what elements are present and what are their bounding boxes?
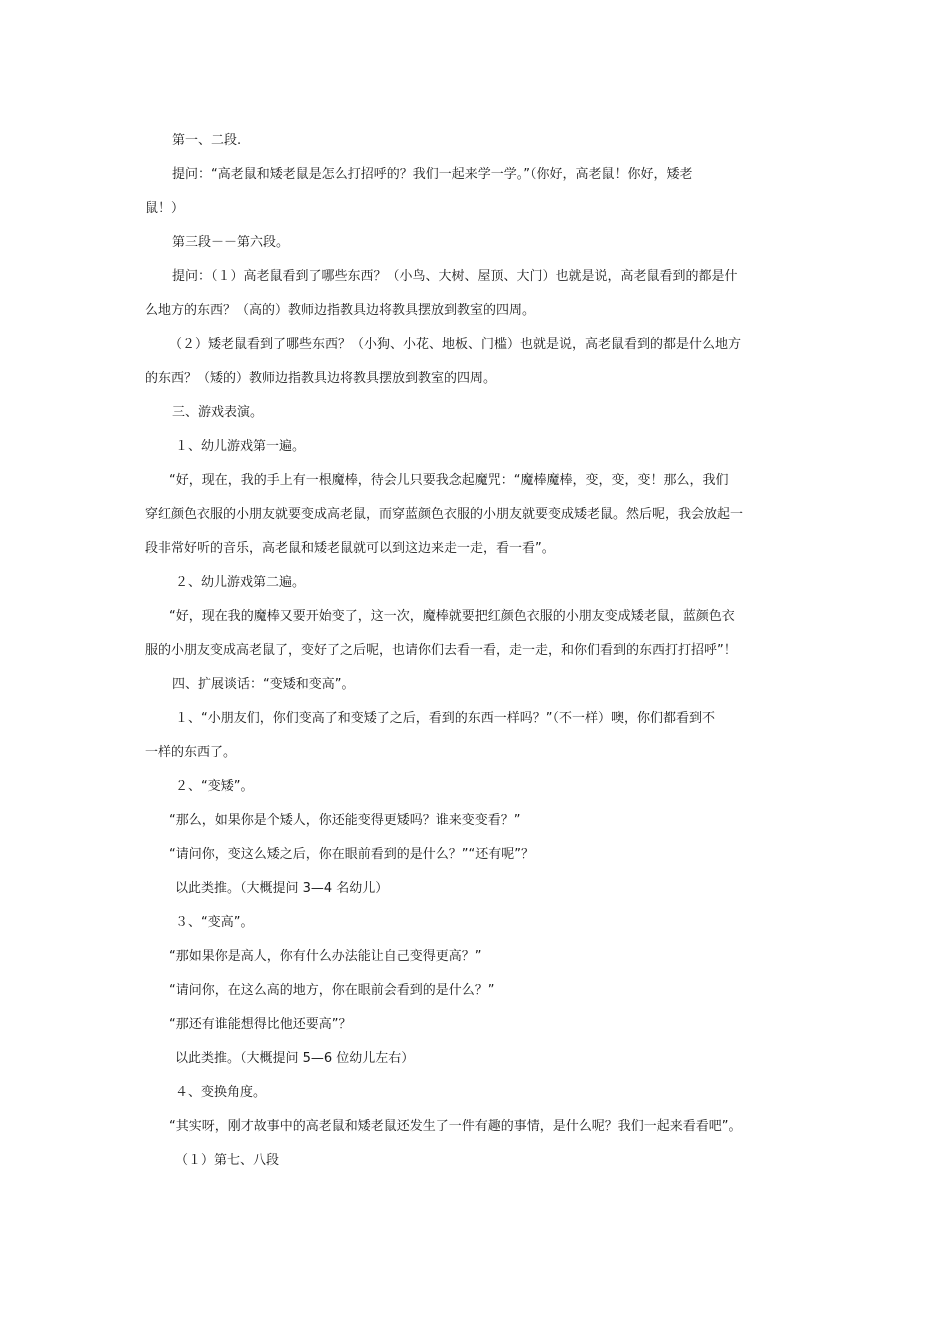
text-line: “那么，如果你是个矮人，你还能变得更矮吗？谁来变变看？” bbox=[169, 813, 521, 828]
text-line: “请问你，在这么高的地方，你在眼前会看到的是什么？” bbox=[169, 983, 495, 998]
text-line: 第三段－－第六段。 bbox=[172, 235, 290, 250]
text-line: ３、“变高”。 bbox=[175, 915, 254, 930]
text-line: 三、游戏表演。 bbox=[172, 405, 264, 420]
text-line: ２、“变矮”。 bbox=[175, 779, 254, 794]
text-line: “请问你，变这么矮之后，你在眼前看到的是什么？”“还有呢”？ bbox=[169, 847, 534, 862]
text-line: 鼠！） bbox=[145, 201, 185, 216]
text-line: ４、变换角度。 bbox=[175, 1085, 267, 1100]
text-line: ２、幼儿游戏第二遍。 bbox=[175, 575, 306, 590]
text-line: 一样的东西了。 bbox=[145, 745, 237, 760]
text-line: 以此类推。（大概提问 3—4 名幼儿） bbox=[175, 881, 389, 896]
text-line: 服的小朋友变成高老鼠了，变好了之后呢，也请你们去看一看，走一走，和你们看到的东西打打招呼”！ bbox=[145, 643, 737, 658]
text-line: 段非常好听的音乐，高老鼠和矮老鼠就可以到这边来走一走，看一看”。 bbox=[145, 541, 555, 556]
text-line: １、“小朋友们，你们变高了和变矮了之后，看到的东西一样吗？”（不一样）噢，你们都看到不 bbox=[175, 711, 715, 726]
text-line: “其实呀，刚才故事中的高老鼠和矮老鼠还发生了一件有趣的事情，是什么呢？我们一起来看看吧”。 bbox=[169, 1119, 742, 1134]
text-line: 的东西？（矮的）教师边指教具边将教具摆放到教室的四周。 bbox=[145, 371, 497, 386]
text-line: （２）矮老鼠看到了哪些东西？（小狗、小花、地板、门槛）也就是说，高老鼠看到的都是什么地方 bbox=[169, 337, 742, 352]
text-line: （１）第七、八段 bbox=[175, 1153, 280, 1168]
text-line: 提问：“高老鼠和矮老鼠是怎么打招呼的？我们一起来学一学。”（你好，高老鼠！你好，矮老 bbox=[172, 167, 693, 182]
text-line: １、幼儿游戏第一遍。 bbox=[175, 439, 306, 454]
text-line: “那如果你是高人，你有什么办法能让自己变得更高？” bbox=[169, 949, 482, 964]
text-line: 穿红颜色衣服的小朋友就要变成高老鼠，而穿蓝颜色衣服的小朋友就要变成矮老鼠。然后呢，我会放起一 bbox=[145, 507, 744, 522]
text-line: 第一、二段. bbox=[172, 133, 242, 148]
text-line: “那还有谁能想得比他还要高”？ bbox=[169, 1017, 352, 1032]
text-line: “好，现在，我的手上有一根魔棒，待会儿只要我念起魔咒：“魔棒魔棒，变，变，变！那么，我们 bbox=[169, 473, 729, 488]
text-line: 以此类推。（大概提问 5—6 位幼儿左右） bbox=[175, 1051, 415, 1066]
document-body bbox=[145, 124, 810, 1178]
text-line: 提问：（１）高老鼠看到了哪些东西？（小鸟、大树、屋顶、大门）也就是说，高老鼠看到的都是什 bbox=[172, 269, 738, 284]
text-line: 么地方的东西？（高的）教师边指教具边将教具摆放到教室的四周。 bbox=[145, 303, 536, 318]
text-line: “好，现在我的魔棒又要开始变了，这一次，魔棒就要把红颜色衣服的小朋友变成矮老鼠，蓝颜色衣 bbox=[169, 609, 735, 624]
text-line: 四、扩展谈话：“变矮和变高”。 bbox=[172, 677, 355, 692]
